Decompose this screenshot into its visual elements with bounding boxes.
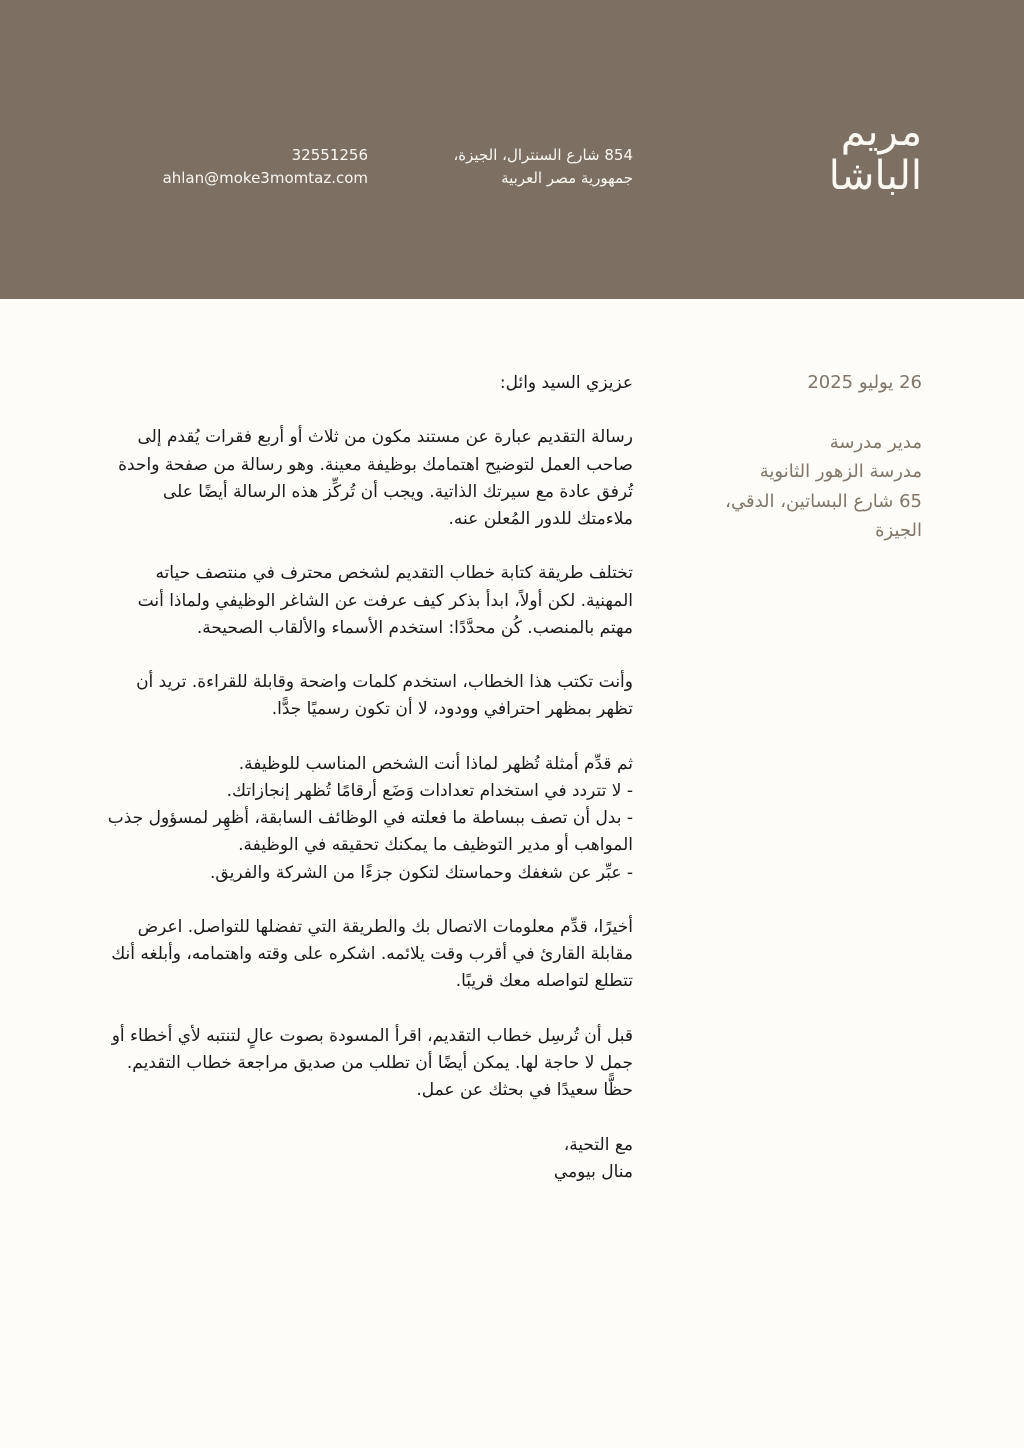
recipient-block bbox=[682, 368, 922, 546]
sender-name bbox=[829, 110, 922, 198]
letter-paragraph-1: رسالة التقديم عبارة عن مستند مكون من ثلاث أو أربع فقرات يُقدم إلى صاحب العمل لتوضيح اهتمامك بوظيفة معينة. وهو رسالة من صفحة واحدة تُرفق عادة مع سيرتك الذاتية. ويجب أن تُركِّز هذه الرسالة أيضًا على ملاءمتك للدور المُعلن عنه. bbox=[118, 427, 633, 529]
sender-address-line1: 854 شارع السنترال، الجيزة، bbox=[453, 146, 633, 164]
sender-contact bbox=[163, 144, 368, 190]
letter-bullet-2: - بدل أن تصف ببساطة ما فعلته في الوظائف السابقة، أظهِر لمسؤول جذب المواهب أو مدير التوظيف ما يمكنك تحقيقه في الوظيفة. bbox=[107, 808, 633, 856]
letter-signature: منال بيومي bbox=[553, 1161, 633, 1182]
letter-paragraph-6: قبل أن تُرسِل خطاب التقديم، اقرأ المسودة بصوت عالٍ لتنتبه لأي أخطاء أو جمل لا حاجة لها. يمكن أيضًا أن تطلب من صديق مراجعة خطاب التقديم. حظًّا سعيدًا في بحثك عن عمل. bbox=[111, 1025, 633, 1101]
letter-paragraph-2: تختلف طريقة كتابة خطاب التقديم لشخص محترف في منتصف حياته المهنية. لكن أولاً، ابدأ بذكر كيف عرفت عن الشاغر الوظيفي ولماذا أنت مهتم بالمنصب. كُن محدَّدًا: استخدم الأسماء والألقاب الصحيحة. bbox=[137, 563, 633, 638]
letter-body bbox=[106, 370, 633, 1213]
letter-bullet-3: - عبِّر عن شغفك وحماستك لتكون جزءًا من الشركة والفريق. bbox=[210, 862, 633, 883]
letter-closing: مع التحية، bbox=[563, 1134, 633, 1155]
letter-paragraph-4-intro: ثم قدِّم أمثلة تُظهر لماذا أنت الشخص المناسب للوظيفة. bbox=[238, 753, 633, 774]
letter-paragraph-4 bbox=[106, 751, 633, 887]
header-banner bbox=[0, 0, 1024, 299]
letter-bullet-1: - لا تتردد في استخدام تعدادات وَضَع أرقامًا تُظهر إنجازاتك. bbox=[226, 780, 633, 801]
sender-address bbox=[453, 144, 633, 190]
sender-last-name: الباشا bbox=[828, 153, 922, 199]
recipient-address-line1: 65 شارع البساتين، الدقي، bbox=[725, 490, 922, 512]
recipient-address-line2: الجيزة bbox=[875, 520, 922, 541]
letter-greeting: عزيزي السيد وائل: bbox=[499, 373, 633, 393]
letter-closing-block bbox=[106, 1132, 633, 1186]
recipient-organization: مدرسة الزهور الثانوية bbox=[759, 461, 922, 482]
sender-phone: 32551256 bbox=[291, 146, 368, 164]
letter-paragraph-3: وأنت تكتب هذا الخطاب، استخدم كلمات واضحة وقابلة للقراءة. تريد أن تظهر بمظهر احترافي وودود، لا أن تكون رسميًا جدًّا. bbox=[136, 672, 633, 720]
sender-address-line2: جمهورية مصر العربية bbox=[501, 169, 633, 187]
letter-paragraph-5: أخيرًا، قدِّم معلومات الاتصال بك والطريقة التي تفضلها للتواصل. اعرض مقابلة القارئ في أقرب وقت يلائمه. اشكره على وقته واهتمامه، وأبلغه أنك تتطلع لتواصله معك قريبًا. bbox=[111, 916, 633, 992]
sender-first-name: مريم bbox=[840, 109, 922, 155]
recipient-title: مدير مدرسة bbox=[829, 431, 922, 453]
letter-date: 26 يوليو 2025 bbox=[807, 372, 922, 393]
sender-email: ahlan@moke3momtaz.com bbox=[162, 169, 368, 187]
